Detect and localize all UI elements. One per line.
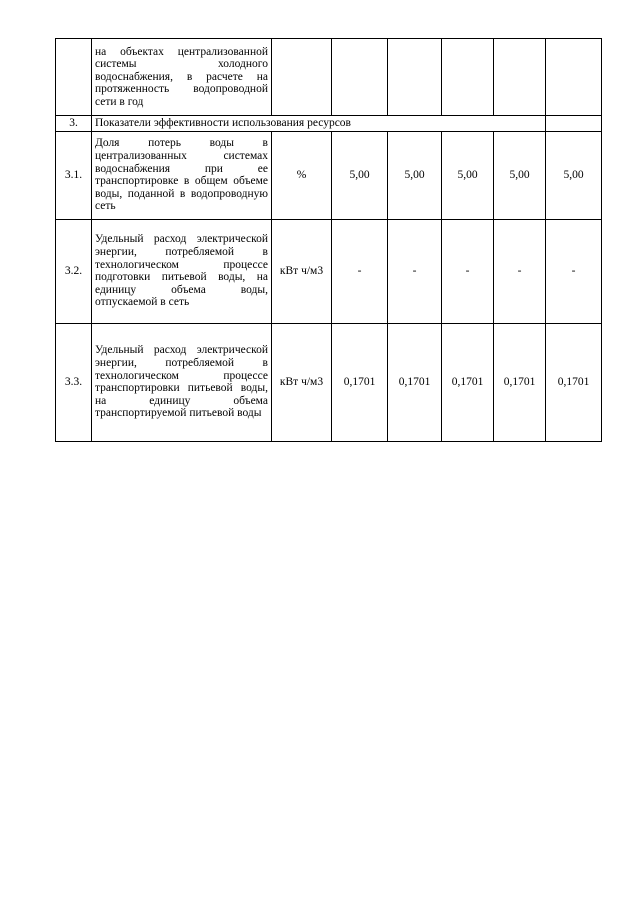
value-cell: 0,1701: [494, 323, 546, 441]
indicator-name: на объектах централизованной системы холодного водоснабжения, в расчете на протяженность водопроводной сети в год: [92, 39, 272, 116]
value-cell: 0,1701: [546, 323, 602, 441]
unit-cell: %: [272, 131, 332, 219]
row-number: 3.2.: [56, 219, 92, 323]
unit-cell: кВт ч/м3: [272, 219, 332, 323]
value-cell: 5,00: [332, 131, 388, 219]
value-cell: [442, 39, 494, 116]
value-cell: [494, 39, 546, 116]
value-cell: 0,1701: [442, 323, 494, 441]
table-row: [56, 323, 602, 441]
row-number: 3.3.: [56, 323, 92, 441]
value-cell: 5,00: [442, 131, 494, 219]
value-cell: [546, 39, 602, 116]
value-cell: 0,1701: [332, 323, 388, 441]
row-number: 3.1.: [56, 131, 92, 219]
section-row: [56, 116, 602, 132]
value-cell: 0,1701: [388, 323, 442, 441]
value-cell: -: [442, 219, 494, 323]
value-cell: -: [494, 219, 546, 323]
section-number: 3.: [56, 116, 92, 132]
unit-cell: [272, 39, 332, 116]
value-cell: -: [332, 219, 388, 323]
empty-cell: [546, 116, 602, 132]
value-cell: 5,00: [388, 131, 442, 219]
value-cell: [388, 39, 442, 116]
indicator-name: Удельный расход электрической энергии, потребляемой в технологическом процессе подготовки питьевой воды, на единицу объема воды, отпускаемой в сеть: [92, 219, 272, 323]
value-cell: 5,00: [546, 131, 602, 219]
indicator-name: Удельный расход электрической энергии, потребляемой в технологическом процессе транспортировки питьевой воды, на единицу объема транспортируемой питьевой воды: [92, 323, 272, 441]
row-number: [56, 39, 92, 116]
unit-cell: кВт ч/м3: [272, 323, 332, 441]
value-cell: [332, 39, 388, 116]
indicator-name: Доля потерь воды в централизованных системах водоснабжения при ее транспортировке в общем объеме воды, поданной в водопроводную сеть: [92, 131, 272, 219]
value-cell: -: [546, 219, 602, 323]
value-cell: -: [388, 219, 442, 323]
table-row: [56, 39, 602, 116]
indicators-table: [55, 38, 602, 442]
table-row: [56, 131, 602, 219]
section-title: Показатели эффективности использования ресурсов: [92, 116, 546, 132]
value-cell: 5,00: [494, 131, 546, 219]
table-row: [56, 219, 602, 323]
